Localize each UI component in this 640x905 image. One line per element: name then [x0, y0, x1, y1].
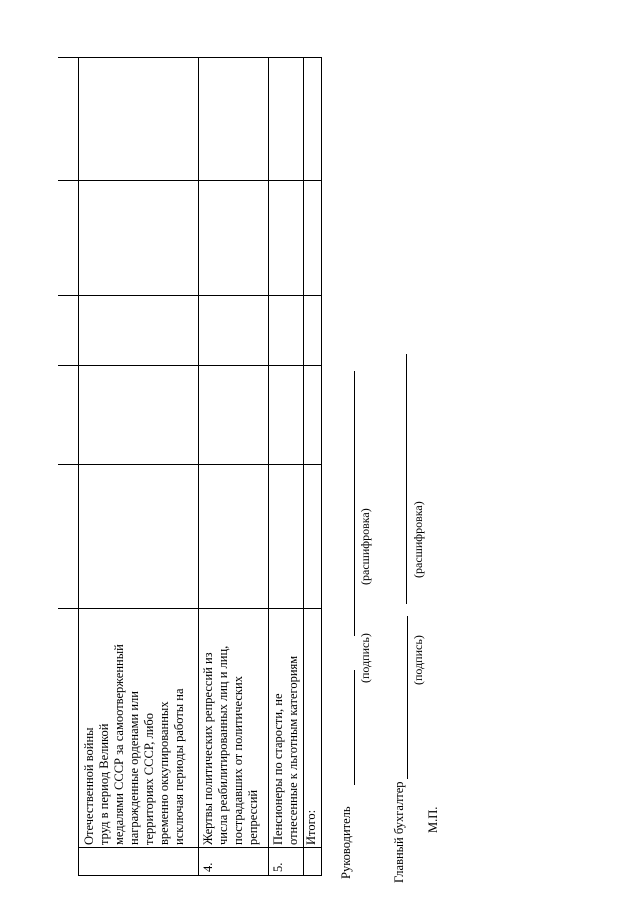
- table-col-divider-2: [58, 608, 322, 609]
- table-row-1-line-2: труд в период Великой: [97, 723, 111, 845]
- accountant-decode-caption: (расшифровка): [411, 501, 425, 578]
- table-border-left: [78, 875, 322, 876]
- table-col-divider-6: [58, 180, 322, 181]
- table-row-4-line-4: репрессий: [246, 789, 260, 845]
- table-border-bottom: [321, 57, 322, 876]
- head-decode-caption: (расшифровка): [358, 508, 372, 585]
- table-row-divider-1: [198, 57, 199, 876]
- accountant-sign-line: [407, 616, 408, 779]
- table-row-4-number: 4.: [201, 862, 215, 872]
- table-row-1-line-7: исключая периоды работы на: [172, 688, 186, 845]
- table-row-1-line-6: временно оккупированных: [157, 701, 171, 845]
- table-total-label: Итого:: [304, 809, 318, 845]
- table-row-1-line-4: награжденные орденами или: [127, 691, 141, 845]
- accountant-decode-line: [406, 354, 407, 604]
- table-row-5-line-1: Пенсионеры по старости, не: [271, 693, 285, 845]
- table-row-4-line-3: пострадавших от политических: [231, 676, 245, 845]
- table-row-5-number: 5.: [271, 862, 285, 872]
- table-row-5-line-2: отнесенные к льготным категориям: [286, 655, 300, 845]
- head-label: Руководитель: [339, 806, 353, 879]
- table-row-4-line-1: Жертвы политических репрессий из: [201, 652, 215, 845]
- table-row-divider-2: [268, 57, 269, 876]
- head-decode-line: [354, 371, 355, 636]
- stamp-label: М.П.: [426, 806, 440, 833]
- table-row-1-line-1: Отечественной войны: [82, 727, 96, 845]
- head-sign-caption: (подпись): [358, 633, 372, 683]
- table-border-right: [58, 57, 322, 58]
- table-row-1-line-3: медалями СССР за самоотверженный: [112, 644, 126, 845]
- table-row-4-line-2: числа реабилитированных лиц и лиц,: [216, 645, 230, 845]
- accountant-label: Главный бухгалтер: [392, 781, 406, 883]
- table-col-divider-4: [58, 365, 322, 366]
- table-col-divider-3: [58, 464, 322, 465]
- head-sign-line: [354, 670, 355, 785]
- table-col-divider-5: [58, 295, 322, 296]
- accountant-sign-caption: (подпись): [411, 635, 425, 685]
- table-col-divider-1: [78, 847, 322, 848]
- table-border-top: [78, 57, 79, 876]
- table-row-1-line-5: территориях СССР, либо: [142, 712, 156, 845]
- table-row-divider-3: [303, 57, 304, 876]
